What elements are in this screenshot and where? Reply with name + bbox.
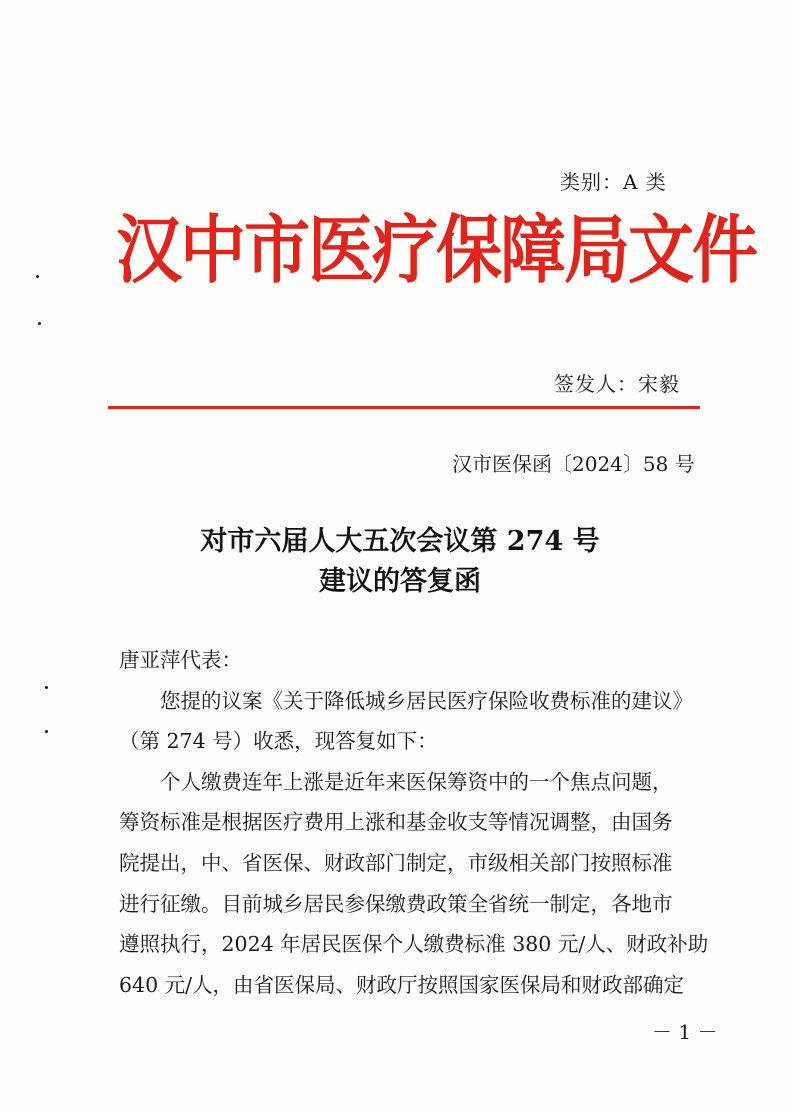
paragraph-2-line-6: 640 元/人，由省医保局、财政厅按照国家医保局和财政部确定 [119, 972, 685, 997]
document-title-line-2: 建议的答复函 [319, 566, 481, 597]
document-title [100, 522, 700, 602]
scan-speck [38, 322, 41, 325]
document-title-line-1: 对市六届人大五次会议第 274 号 [200, 526, 600, 557]
paragraph-2-line-5: 遵照执行，2024 年居民医保个人缴费标准 380 元/人、财政补助 [119, 932, 709, 957]
category-label: 类别：A 类 [560, 170, 667, 194]
red-divider-line [108, 406, 700, 409]
paragraph-2-line-3: 院提出，中、省医保、财政部门制定，市级相关部门按照标准 [119, 850, 673, 875]
salutation: 唐亚萍代表： [119, 648, 242, 672]
agency-letterhead-title: 汉中市医疗保障局文件 [116, 207, 756, 294]
letter-body [119, 640, 709, 1005]
paragraph-1-line-2: （第 274 号）收悉，现答复如下： [119, 729, 438, 754]
paragraph-1-line-1: 您提的议案《关于降低城乡居民医疗保险收费标准的建议》 [160, 688, 693, 713]
scan-speck [45, 686, 48, 689]
page-number: － 1 － [652, 1020, 718, 1044]
document-number: 汉市医保函〔2024〕58 号 [452, 452, 695, 476]
scan-speck [45, 730, 48, 733]
scan-speck [36, 275, 39, 278]
paragraph-2-line-2: 筹资标准是根据医疗费用上涨和基金收支等情况调整，由国务 [119, 810, 673, 835]
signer-label: 签发人：宋毅 [554, 372, 680, 396]
paragraph-2-line-1: 个人缴费连年上涨是近年来医保筹资中的一个焦点问题， [160, 769, 673, 794]
paragraph-2-line-4: 进行征缴。目前城乡居民参保缴费政策全省统一制定，各地市 [119, 891, 673, 916]
paragraph-2 [119, 762, 709, 803]
paragraph-1 [119, 681, 709, 722]
